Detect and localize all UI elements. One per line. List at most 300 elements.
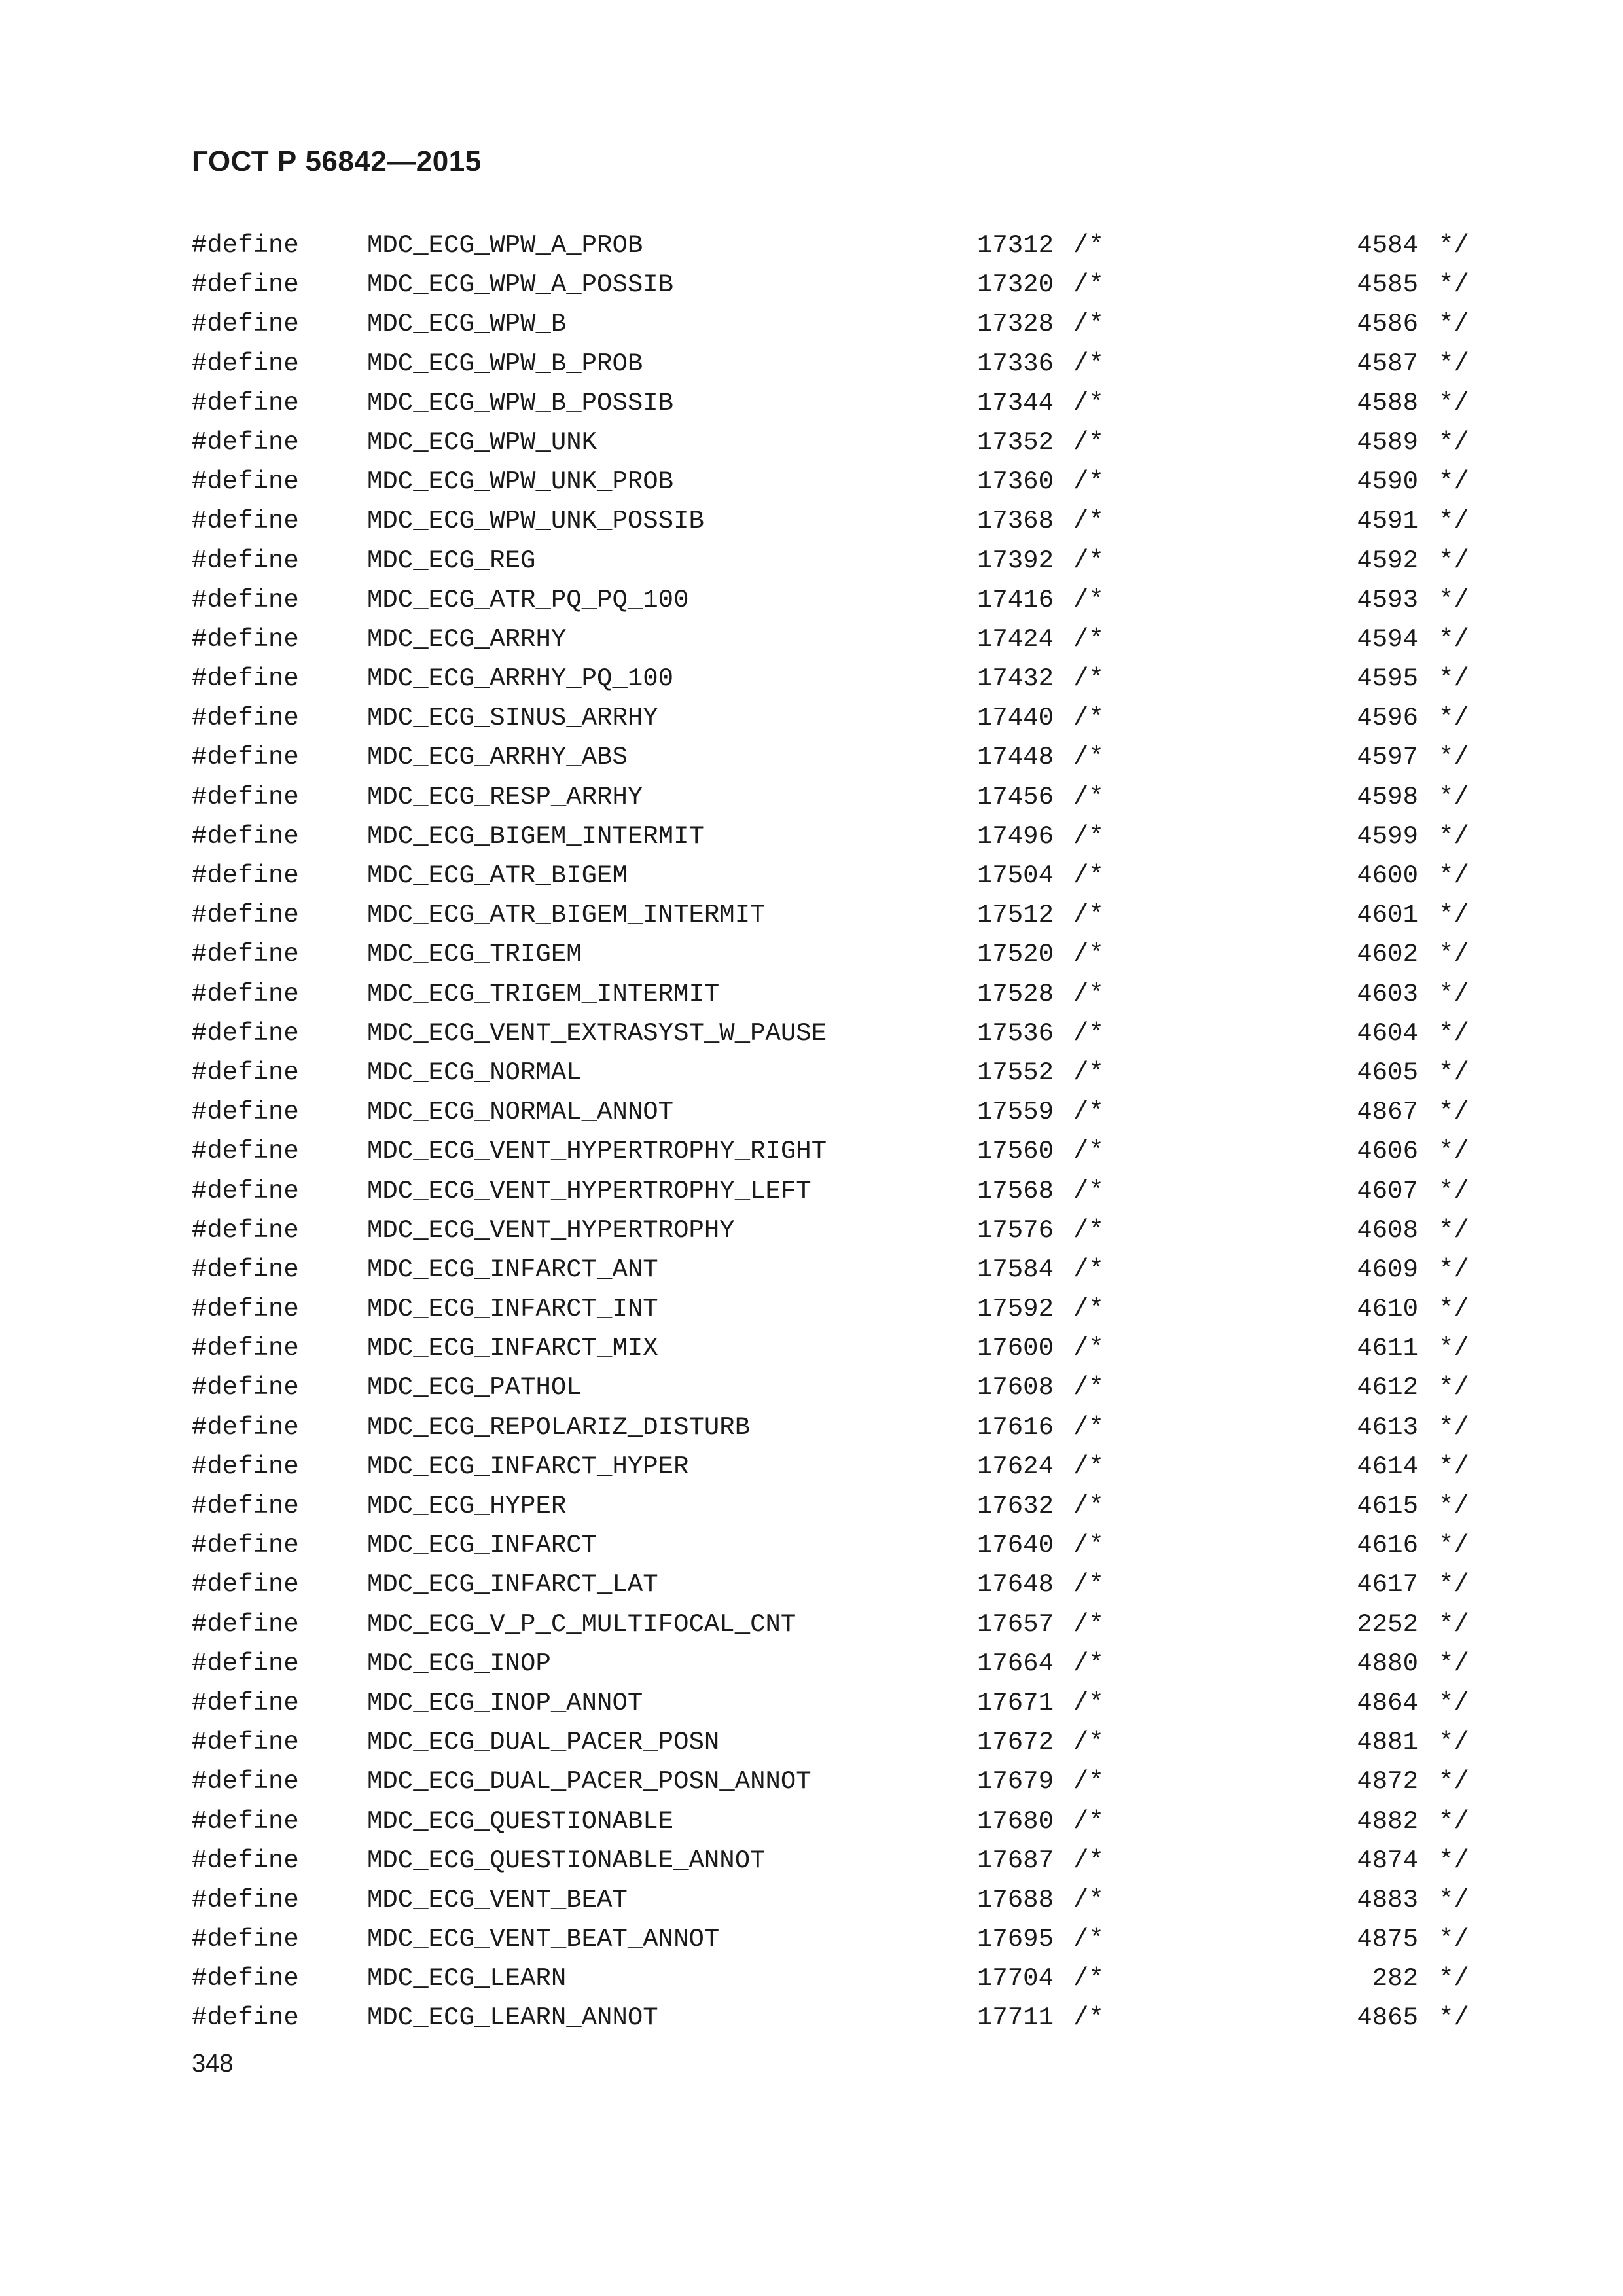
constant-code: 17600 [976,1334,1054,1363]
reference-number: 4613 [1357,1412,1418,1442]
comment-open: /* [1073,2003,1104,2033]
define-keyword: #define [192,1609,299,1639]
define-row [0,1920,1623,1959]
constant-code: 17695 [976,1925,1054,1954]
reference-number: 4584 [1357,231,1418,260]
constant-name: MDC_ECG_QUESTIONABLE [367,1806,674,1836]
constant-code: 17608 [976,1373,1054,1403]
define-row [0,226,1623,265]
constant-code: 17424 [976,624,1054,654]
define-keyword: #define [192,1688,299,1717]
comment-close: */ [1438,1885,1469,1914]
constant-name: MDC_ECG_HYPER [367,1492,567,1520]
comment-open: /* [1073,507,1104,536]
comment-close: */ [1438,1018,1469,1048]
reference-number: 4586 [1357,310,1418,339]
comment-open: /* [1073,1649,1104,1678]
define-keyword: #define [192,1885,299,1914]
constant-code: 17711 [976,2003,1054,2033]
comment-close: */ [1438,1137,1469,1166]
constant-name: MDC_ECG_INFARCT_INT [367,1295,658,1324]
constant-name: MDC_ECG_WPW_B_PROB [367,349,643,378]
reference-number: 4609 [1357,1255,1418,1284]
constant-code: 17664 [976,1649,1054,1678]
constant-code: 17616 [976,1412,1054,1442]
define-keyword: #define [192,821,299,851]
reference-number: 4882 [1357,1806,1418,1836]
comment-open: /* [1073,1570,1104,1600]
define-row [0,1250,1623,1289]
comment-open: /* [1073,1964,1104,1994]
define-keyword: #define [192,427,299,457]
reference-number: 4591 [1357,507,1418,536]
define-row [0,1644,1623,1683]
comment-close: */ [1438,1609,1469,1639]
define-keyword: #define [192,231,299,260]
constant-name: MDC_ECG_VENT_BEAT [367,1885,628,1914]
comment-close: */ [1438,1452,1469,1481]
comment-close: */ [1438,1215,1469,1245]
comment-close: */ [1438,1728,1469,1757]
constant-name: MDC_ECG_INFARCT [367,1531,597,1560]
constant-code: 17504 [976,861,1054,890]
comment-close: */ [1438,1255,1469,1284]
define-keyword: #define [192,349,299,378]
constant-code: 17679 [976,1767,1054,1797]
comment-close: */ [1438,704,1469,733]
constant-name: MDC_ECG_ATR_BIGEM_INTERMIT [367,901,766,930]
constant-name: MDC_ECG_SINUS_ARRHY [367,704,658,733]
constant-code: 17687 [976,1846,1054,1875]
constant-code: 17552 [976,1058,1054,1087]
constant-code: 17432 [976,664,1054,694]
comment-open: /* [1073,467,1104,497]
constant-name: MDC_ECG_VENT_HYPERTROPHY [367,1215,735,1245]
constant-code: 17592 [976,1295,1054,1324]
reference-number: 4606 [1357,1137,1418,1166]
reference-number: 4612 [1357,1373,1418,1403]
constant-code: 17560 [976,1137,1054,1166]
constant-code: 17320 [976,270,1054,300]
reference-number: 4602 [1357,940,1418,969]
comment-close: */ [1438,1964,1469,1994]
reference-number: 4590 [1357,467,1418,497]
constant-name: MDC_ECG_LEARN [367,1964,567,1994]
define-row [0,817,1623,856]
define-row [0,1053,1623,1092]
constant-name: MDC_ECG_WPW_UNK_PROB [367,467,674,497]
comment-open: /* [1073,1688,1104,1717]
comment-close: */ [1438,1925,1469,1954]
reference-number: 4865 [1357,2003,1418,2033]
define-keyword: #define [192,1373,299,1403]
constant-code: 17624 [976,1452,1054,1481]
reference-number: 4880 [1357,1649,1418,1678]
comment-close: */ [1438,310,1469,339]
reference-number: 4598 [1357,782,1418,812]
constant-name: MDC_ECG_WPW_A_PROB [367,231,643,260]
define-keyword: #define [192,1531,299,1560]
define-row [0,1486,1623,1526]
constant-code: 17312 [976,231,1054,260]
define-row [0,659,1623,698]
comment-close: */ [1438,1806,1469,1836]
comment-close: */ [1438,1334,1469,1363]
comment-close: */ [1438,388,1469,418]
reference-number: 4592 [1357,546,1418,575]
comment-open: /* [1073,861,1104,890]
comment-open: /* [1073,1846,1104,1875]
comment-open: /* [1073,1492,1104,1520]
comment-close: */ [1438,1492,1469,1520]
comment-close: */ [1438,1846,1469,1875]
define-keyword: #define [192,507,299,536]
define-keyword: #define [192,1570,299,1600]
comment-open: /* [1073,585,1104,615]
reference-number: 4615 [1357,1492,1418,1520]
define-list [0,226,1623,2038]
define-keyword: #define [192,704,299,733]
comment-close: */ [1438,940,1469,969]
reference-number: 4614 [1357,1452,1418,1481]
define-keyword: #define [192,1492,299,1520]
define-keyword: #define [192,901,299,930]
comment-open: /* [1073,743,1104,772]
reference-number: 4597 [1357,743,1418,772]
define-row [0,1289,1623,1329]
define-row [0,778,1623,817]
comment-close: */ [1438,546,1469,575]
define-row [0,1605,1623,1644]
constant-name: MDC_ECG_VENT_HYPERTROPHY_RIGHT [367,1137,827,1166]
constant-code: 17648 [976,1570,1054,1600]
reference-number: 4604 [1357,1018,1418,1048]
constant-code: 17344 [976,388,1054,418]
comment-close: */ [1438,901,1469,930]
constant-code: 17536 [976,1018,1054,1048]
constant-name: MDC_ECG_REPOLARIZ_DISTURB [367,1412,751,1442]
comment-open: /* [1073,270,1104,300]
constant-name: MDC_ECG_WPW_B [367,310,567,339]
constant-name: MDC_ECG_BIGEM_INTERMIT [367,821,704,851]
comment-open: /* [1073,1531,1104,1560]
define-row [0,1998,1623,2037]
define-row [0,698,1623,738]
comment-close: */ [1438,1176,1469,1206]
constant-name: MDC_ECG_DUAL_PACER_POSN [367,1728,720,1757]
define-row [0,1014,1623,1053]
define-keyword: #define [192,1728,299,1757]
define-row [0,975,1623,1014]
reference-number: 4875 [1357,1925,1418,1954]
standard-title: ГОСТ Р 56842—2015 [192,145,482,177]
reference-number: 4596 [1357,704,1418,733]
constant-name: MDC_ECG_DUAL_PACER_POSN_ANNOT [367,1767,812,1797]
constant-code: 17352 [976,427,1054,457]
define-keyword: #define [192,664,299,694]
reference-number: 2252 [1357,1609,1418,1639]
constant-name: MDC_ECG_WPW_UNK_POSSIB [367,507,704,536]
define-keyword: #define [192,743,299,772]
define-row [0,1526,1623,1565]
reference-number: 4595 [1357,664,1418,694]
comment-open: /* [1073,1452,1104,1481]
constant-name: MDC_ECG_REG [367,546,536,575]
comment-open: /* [1073,782,1104,812]
reference-number: 4872 [1357,1767,1418,1797]
comment-close: */ [1438,1098,1469,1127]
comment-close: */ [1438,1373,1469,1403]
comment-close: */ [1438,782,1469,812]
comment-close: */ [1438,821,1469,851]
reference-number: 4600 [1357,861,1418,890]
reference-number: 4601 [1357,901,1418,930]
constant-code: 17688 [976,1885,1054,1914]
reference-number: 4588 [1357,388,1418,418]
define-row [0,1959,1623,1998]
constant-name: MDC_ECG_INFARCT_HYPER [367,1452,689,1481]
define-row [0,1565,1623,1604]
define-row [0,1762,1623,1801]
define-keyword: #define [192,467,299,497]
comment-close: */ [1438,861,1469,890]
define-row [0,384,1623,423]
comment-close: */ [1438,585,1469,615]
constant-code: 17672 [976,1728,1054,1757]
define-keyword: #define [192,1846,299,1875]
comment-close: */ [1438,507,1469,536]
comment-open: /* [1073,940,1104,969]
comment-open: /* [1073,1334,1104,1363]
comment-open: /* [1073,1176,1104,1206]
comment-close: */ [1438,231,1469,260]
constant-name: MDC_ECG_ARRHY_ABS [367,743,628,772]
define-keyword: #define [192,1412,299,1442]
comment-open: /* [1073,979,1104,1009]
constant-code: 17528 [976,979,1054,1009]
define-keyword: #define [192,310,299,339]
define-keyword: #define [192,1255,299,1284]
define-keyword: #define [192,1295,299,1324]
define-row [0,1329,1623,1368]
reference-number: 4594 [1357,624,1418,654]
define-row [0,581,1623,620]
constant-code: 17440 [976,704,1054,733]
define-row [0,1447,1623,1486]
define-row [0,423,1623,462]
define-row [0,1132,1623,1171]
constant-code: 17559 [976,1098,1054,1127]
define-keyword: #define [192,270,299,300]
define-keyword: #define [192,1058,299,1087]
comment-close: */ [1438,1688,1469,1717]
comment-open: /* [1073,1098,1104,1127]
comment-open: /* [1073,1137,1104,1166]
comment-open: /* [1073,664,1104,694]
define-row [0,1172,1623,1211]
define-keyword: #define [192,782,299,812]
define-row [0,935,1623,974]
define-keyword: #define [192,1334,299,1363]
comment-close: */ [1438,349,1469,378]
comment-open: /* [1073,1412,1104,1442]
constant-name: MDC_ECG_INFARCT_MIX [367,1334,658,1363]
define-row [0,1841,1623,1880]
constant-name: MDC_ECG_VENT_EXTRASYST_W_PAUSE [367,1018,827,1048]
reference-number: 4607 [1357,1176,1418,1206]
constant-name: MDC_ECG_RESP_ARRHY [367,782,643,812]
constant-name: MDC_ECG_INFARCT_LAT [367,1570,658,1600]
reference-number: 4608 [1357,1215,1418,1245]
comment-open: /* [1073,1058,1104,1087]
comment-close: */ [1438,270,1469,300]
comment-open: /* [1073,1925,1104,1954]
reference-number: 4603 [1357,979,1418,1009]
reference-number: 4881 [1357,1728,1418,1757]
comment-open: /* [1073,1215,1104,1245]
reference-number: 4867 [1357,1098,1418,1127]
reference-number: 4585 [1357,270,1418,300]
comment-open: /* [1073,1373,1104,1403]
comment-close: */ [1438,1058,1469,1087]
constant-name: MDC_ECG_V_P_C_MULTIFOCAL_CNT [367,1609,796,1639]
define-row [0,1408,1623,1447]
comment-close: */ [1438,979,1469,1009]
define-row [0,265,1623,304]
define-row [0,501,1623,541]
define-keyword: #define [192,2003,299,2033]
constant-code: 17360 [976,467,1054,497]
comment-close: */ [1438,1767,1469,1797]
comment-open: /* [1073,310,1104,339]
constant-name: MDC_ECG_NORMAL [367,1058,582,1087]
constant-code: 17632 [976,1492,1054,1520]
constant-name: MDC_ECG_TRIGEM [367,940,582,969]
comment-open: /* [1073,704,1104,733]
constant-name: MDC_ECG_WPW_B_POSSIB [367,388,674,418]
comment-close: */ [1438,664,1469,694]
constant-name: MDC_ECG_LEARN_ANNOT [367,2003,658,2033]
constant-name: MDC_ECG_ARRHY_PQ_100 [367,664,674,694]
define-keyword: #define [192,1137,299,1166]
comment-open: /* [1073,821,1104,851]
define-keyword: #define [192,1806,299,1836]
define-row [0,856,1623,895]
constant-name: MDC_ECG_VENT_HYPERTROPHY_LEFT [367,1176,812,1206]
define-keyword: #define [192,1018,299,1048]
constant-name: MDC_ECG_NORMAL_ANNOT [367,1098,674,1127]
comment-open: /* [1073,388,1104,418]
reference-number: 4610 [1357,1295,1418,1324]
define-keyword: #define [192,1098,299,1127]
constant-code: 17328 [976,310,1054,339]
constant-name: MDC_ECG_QUESTIONABLE_ANNOT [367,1846,766,1875]
constant-name: MDC_ECG_WPW_A_POSSIB [367,270,674,300]
comment-open: /* [1073,1885,1104,1914]
comment-open: /* [1073,1728,1104,1757]
define-row [0,1211,1623,1250]
constant-code: 17576 [976,1215,1054,1245]
comment-close: */ [1438,427,1469,457]
reference-number: 4864 [1357,1688,1418,1717]
define-row [0,738,1623,777]
comment-close: */ [1438,467,1469,497]
define-keyword: #define [192,1215,299,1245]
comment-open: /* [1073,349,1104,378]
define-row [0,541,1623,581]
constant-code: 17704 [976,1964,1054,1994]
define-row [0,462,1623,501]
define-keyword: #define [192,861,299,890]
define-row [0,1092,1623,1132]
comment-open: /* [1073,1255,1104,1284]
constant-name: MDC_ECG_WPW_UNK [367,427,597,457]
define-row [0,620,1623,659]
constant-name: MDC_ECG_ARRHY [367,624,567,654]
constant-name: MDC_ECG_ATR_PQ_PQ_100 [367,585,689,615]
constant-code: 17568 [976,1176,1054,1206]
comment-open: /* [1073,624,1104,654]
reference-number: 4599 [1357,821,1418,851]
reference-number: 4617 [1357,1570,1418,1600]
comment-open: /* [1073,1295,1104,1324]
reference-number: 4883 [1357,1885,1418,1914]
define-row [0,1683,1623,1723]
reference-number: 282 [1372,1964,1418,1994]
reference-number: 4589 [1357,427,1418,457]
constant-name: MDC_ECG_ATR_BIGEM [367,861,628,890]
constant-code: 17671 [976,1688,1054,1717]
define-keyword: #define [192,1964,299,1994]
constant-code: 17392 [976,546,1054,575]
constant-code: 17496 [976,821,1054,851]
comment-close: */ [1438,624,1469,654]
define-keyword: #define [192,979,299,1009]
comment-open: /* [1073,901,1104,930]
define-keyword: #define [192,940,299,969]
define-row [0,1368,1623,1407]
define-keyword: #define [192,1925,299,1954]
constant-code: 17640 [976,1531,1054,1560]
comment-open: /* [1073,1767,1104,1797]
define-row [0,895,1623,935]
comment-open: /* [1073,427,1104,457]
define-keyword: #define [192,1649,299,1678]
define-row [0,1880,1623,1920]
constant-code: 17368 [976,507,1054,536]
comment-open: /* [1073,231,1104,260]
define-keyword: #define [192,1176,299,1206]
comment-open: /* [1073,1018,1104,1048]
constant-code: 17680 [976,1806,1054,1836]
define-keyword: #define [192,388,299,418]
comment-close: */ [1438,2003,1469,2033]
constant-code: 17520 [976,940,1054,969]
reference-number: 4587 [1357,349,1418,378]
constant-name: MDC_ECG_PATHOL [367,1373,582,1403]
constant-name: MDC_ECG_VENT_BEAT_ANNOT [367,1925,720,1954]
define-keyword: #define [192,624,299,654]
define-keyword: #define [192,546,299,575]
constant-name: MDC_ECG_INOP [367,1649,551,1678]
constant-code: 17584 [976,1255,1054,1284]
reference-number: 4593 [1357,585,1418,615]
define-row [0,304,1623,344]
comment-close: */ [1438,1531,1469,1560]
define-row [0,1723,1623,1762]
constant-name: MDC_ECG_INFARCT_ANT [367,1255,658,1284]
constant-code: 17448 [976,743,1054,772]
